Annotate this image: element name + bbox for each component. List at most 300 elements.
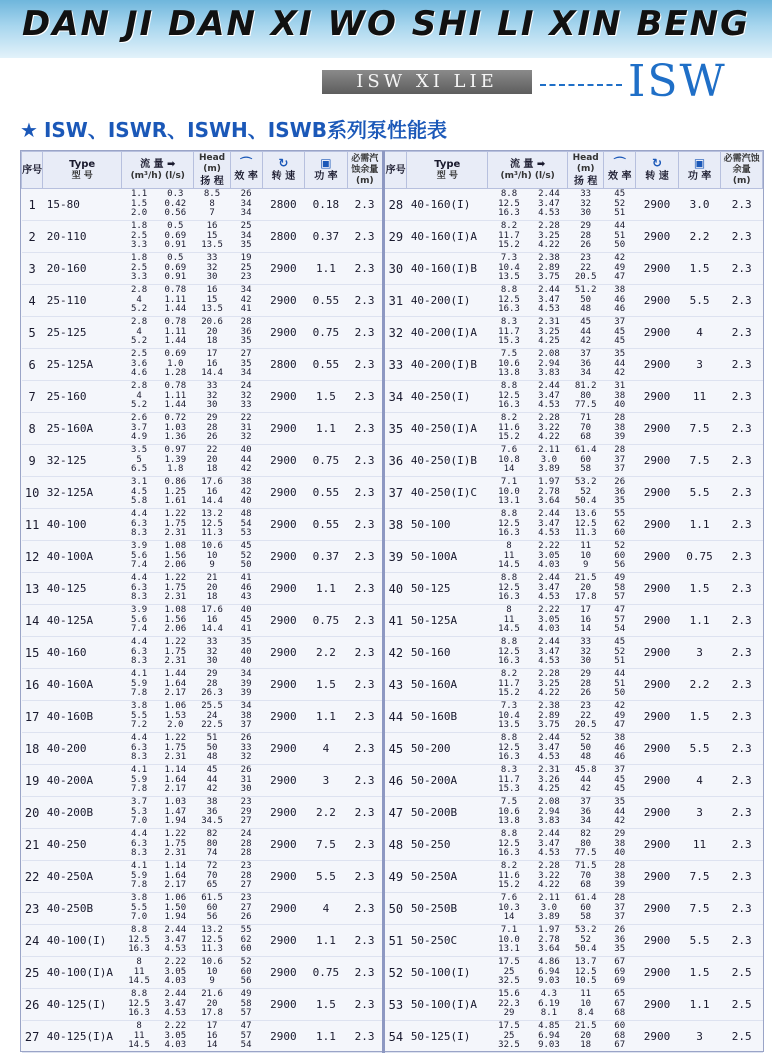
flow-ls-cell-value: 0.56 <box>164 208 187 219</box>
npsh-cell: 2.3 <box>347 477 383 509</box>
flow-ls-cell <box>157 989 194 1021</box>
flow-ls-cell-value: 3.83 <box>538 816 560 827</box>
efficiency-cell-value: 41 <box>240 624 252 635</box>
flow-m3h-cell-value: 10.8 <box>498 454 520 465</box>
efficiency-cell-value: 55 <box>240 925 252 936</box>
model-cell: 50-100(I) <box>407 957 488 989</box>
head-cell-value: 81.2 <box>574 381 597 392</box>
npsh-cell: 2.3 <box>347 413 383 445</box>
flow-m3h-cell <box>122 573 157 605</box>
row-number: 23 <box>22 893 43 925</box>
flow-ls-cell <box>157 509 194 541</box>
flow-m3h-cell-value: 5.2 <box>130 304 148 315</box>
flow-ls-cell-value: 3.47 <box>164 998 187 1009</box>
head-cell-value: 22 <box>580 262 592 273</box>
efficiency-cell-value: 57 <box>614 614 626 625</box>
efficiency-cell-value: 51 <box>614 230 626 241</box>
power-cell: 3 <box>678 797 721 829</box>
model-cell: 40-125 <box>43 573 122 605</box>
flow-ls-cell-value: 4.53 <box>538 400 560 411</box>
head-cell-value: 9 <box>582 560 589 571</box>
flow-ls-cell-value: 3.47 <box>538 742 560 753</box>
flow-ls-cell-value: 2.28 <box>538 669 560 680</box>
efficiency-cell-value: 69 <box>614 976 626 987</box>
flow-ls-cell-value: 2.44 <box>538 573 560 584</box>
efficiency-cell-value: 35 <box>614 496 626 507</box>
flow-m3h-cell <box>122 285 157 317</box>
flow-ls-cell-value: 3.26 <box>538 774 560 785</box>
flow-ls-cell-value: 2.28 <box>538 861 560 872</box>
efficiency-cell-value: 42 <box>240 486 252 497</box>
efficiency-cell-value: 35 <box>240 358 252 369</box>
flow-ls-cell-value: 1.44 <box>164 336 187 347</box>
power-cell: 4 <box>305 733 348 765</box>
head-cell-value: 8 <box>209 198 215 209</box>
flow-m3h-cell-value: 3.1 <box>130 477 148 488</box>
header-efficiency: ⌒ 效 率 <box>230 152 262 189</box>
flow-ls-cell-value: 3.05 <box>538 550 560 561</box>
flow-ls-cell <box>157 765 194 797</box>
motor-icon: ▣ <box>693 156 706 170</box>
flow-ls-cell-value: 1.22 <box>164 637 187 648</box>
row-number: 43 <box>383 669 406 701</box>
speed-cell: 2900 <box>636 541 679 573</box>
efficiency-cell-value: 51 <box>614 678 626 689</box>
model-cell: 32-125A <box>43 477 122 509</box>
row-number: 26 <box>22 989 43 1021</box>
flow-m3h-cell-value: 7.1 <box>500 477 518 488</box>
efficiency-cell-value: 27 <box>240 902 252 913</box>
table-row <box>22 317 763 349</box>
flow-ls-cell-value: 1.39 <box>164 454 187 465</box>
flow-m3h-cell-value: 5.6 <box>130 550 148 561</box>
efficiency-cell-value: 46 <box>614 304 626 315</box>
flow-m3h-cell-value: 8.8 <box>500 189 518 200</box>
flow-m3h-cell-value: 16.3 <box>498 752 520 763</box>
npsh-cell: 2.3 <box>721 509 763 541</box>
head-cell-value: 28 <box>580 230 592 241</box>
table-row <box>22 925 763 957</box>
flow-m3h-cell-value: 2.0 <box>130 208 148 219</box>
head-cell <box>568 445 604 477</box>
model-cell: 40-250(I)B <box>407 445 488 477</box>
flow-ls-cell-value: 0.69 <box>164 349 187 360</box>
flow-ls-cell-value: 1.03 <box>164 797 187 808</box>
flow-m3h-cell <box>488 381 531 413</box>
flow-m3h-cell-value: 4.9 <box>130 432 148 443</box>
flow-ls-cell <box>530 637 567 669</box>
efficiency-cell-value: 47 <box>240 1021 252 1032</box>
flow-m3h-cell <box>488 509 531 541</box>
flow-m3h-cell-value: 5.8 <box>130 496 148 507</box>
efficiency-cell-value: 54 <box>614 624 626 635</box>
flow-ls-cell-value: 2.22 <box>538 605 560 616</box>
head-cell-value: 52 <box>580 733 592 744</box>
npsh-cell: 2.3 <box>721 829 763 861</box>
efficiency-cell-value: 51 <box>614 208 626 219</box>
power-cell: 0.37 <box>305 541 348 573</box>
npsh-cell: 2.3 <box>347 893 383 925</box>
head-cell-value: 44 <box>206 774 218 785</box>
power-cell: 0.55 <box>305 285 348 317</box>
flow-m3h-cell-value: 3.3 <box>130 272 148 283</box>
power-cell: 0.18 <box>305 189 348 221</box>
head-cell-value: 13.2 <box>201 509 223 520</box>
flow-m3h-cell-value: 25 <box>503 966 515 977</box>
efficiency-cell <box>604 925 636 957</box>
head-cell <box>568 733 604 765</box>
head-cell-value: 12.5 <box>201 934 223 945</box>
row-number: 3 <box>22 253 43 285</box>
flow-ls-cell-value: 2.31 <box>164 656 187 667</box>
header-npsh: 必需汽蚀余量 (m) <box>347 152 383 189</box>
flow-m3h-cell <box>122 765 157 797</box>
model-cell: 40-200(I) <box>407 285 488 317</box>
efficiency-cell-value: 27 <box>240 880 252 891</box>
efficiency-cell <box>604 893 636 925</box>
flow-m3h-cell-value: 8 <box>136 1021 142 1032</box>
flow-ls-cell-value: 1.36 <box>164 432 187 443</box>
speed-cell: 2800 <box>262 349 305 381</box>
header-efficiency-2: ⌒ 效 率 <box>604 152 636 189</box>
head-cell-value: 48 <box>206 752 218 763</box>
head-cell-value: 11.3 <box>201 528 223 539</box>
flow-m3h-cell-value: 4 <box>136 294 142 305</box>
model-cell: 40-200(I)B <box>407 349 488 381</box>
efficiency-cell-value: 40 <box>614 400 626 411</box>
flow-ls-cell-value: 3.47 <box>538 646 560 657</box>
flow-m3h-cell-value: 8.8 <box>500 285 518 296</box>
head-cell <box>194 509 230 541</box>
power-cell: 0.37 <box>305 221 348 253</box>
flow-m3h-cell-value: 15.2 <box>498 240 520 251</box>
flow-m3h-cell-value: 7.4 <box>130 560 148 571</box>
npsh-cell: 2.3 <box>347 957 383 989</box>
speed-cell: 2900 <box>636 189 679 221</box>
head-cell <box>568 893 604 925</box>
efficiency-cell <box>230 669 262 701</box>
efficiency-cell-value: 28 <box>614 861 626 872</box>
efficiency-cell-value: 37 <box>614 464 626 475</box>
efficiency-cell-value: 42 <box>614 253 626 264</box>
head-cell-value: 42 <box>580 784 592 795</box>
head-cell-value: 26 <box>580 688 592 699</box>
npsh-cell: 2.3 <box>347 253 383 285</box>
efficiency-cell-value: 60 <box>614 528 626 539</box>
efficiency-cell-value: 24 <box>240 829 252 840</box>
speed-cell: 2900 <box>262 733 305 765</box>
flow-arrow-icon: ➡ <box>167 159 176 170</box>
head-cell-value: 9 <box>209 976 215 987</box>
flow-m3h-cell-value: 4.4 <box>130 637 148 648</box>
power-cell: 7.5 <box>678 893 721 925</box>
row-number: 22 <box>22 861 43 893</box>
row-number: 30 <box>383 253 406 285</box>
efficiency-cell-value: 38 <box>240 477 252 488</box>
efficiency-cell-value: 52 <box>614 198 626 209</box>
flow-ls-cell-value: 1.0 <box>167 358 184 369</box>
flow-m3h-cell-value: 4.1 <box>130 765 148 776</box>
flow-ls-cell <box>530 477 567 509</box>
efficiency-cell-value: 38 <box>614 390 626 401</box>
flow-ls-cell-value: 4.85 <box>538 1021 560 1032</box>
head-cell-value: 24 <box>206 710 218 721</box>
head-cell-value: 32 <box>580 198 592 209</box>
efficiency-cell <box>230 989 262 1021</box>
head-cell-value: 42 <box>206 784 218 795</box>
flow-m3h-cell-value: 3.8 <box>130 701 148 712</box>
model-cell: 50-125A <box>407 605 488 637</box>
model-cell: 50-250 <box>407 829 488 861</box>
head-cell <box>194 637 230 669</box>
flow-ls-cell-value: 2.44 <box>538 285 560 296</box>
flow-ls-cell <box>530 893 567 925</box>
flow-m3h-cell <box>122 1021 157 1053</box>
flow-m3h-cell <box>122 829 157 861</box>
flow-ls-cell-value: 3.47 <box>538 582 560 593</box>
speed-cell: 2900 <box>262 477 305 509</box>
flow-ls-cell-value: 2.11 <box>538 445 560 456</box>
flow-ls-cell-value: 1.64 <box>164 870 187 881</box>
head-cell-value: 80 <box>580 838 592 849</box>
efficiency-cell-value: 49 <box>614 710 626 721</box>
power-cell: 2.2 <box>305 637 348 669</box>
header-power-2: ▣ 功 率 <box>678 152 721 189</box>
flow-m3h-cell-value: 7.4 <box>130 624 148 635</box>
header-npsh-2: 必需汽蚀余量 (m) <box>721 152 763 189</box>
efficiency-cell-value: 37 <box>614 912 626 923</box>
efficiency-cell <box>230 573 262 605</box>
flow-m3h-cell-value: 7.1 <box>500 925 518 936</box>
head-cell <box>194 797 230 829</box>
flow-m3h-cell-value: 2.6 <box>130 413 148 424</box>
head-cell-value: 29 <box>206 413 218 424</box>
head-cell-value: 12.5 <box>201 518 223 529</box>
flow-ls-cell <box>530 701 567 733</box>
efficiency-cell-value: 45 <box>240 541 252 552</box>
efficiency-cell-value: 26 <box>614 925 626 936</box>
flow-m3h-cell-value: 13.8 <box>498 816 520 827</box>
header-head: Head (m) 扬 程 <box>194 152 230 189</box>
flow-m3h-cell-value: 14.5 <box>128 1040 150 1051</box>
flow-m3h-cell-value: 11.7 <box>498 326 520 337</box>
table-row <box>22 957 763 989</box>
flow-m3h-cell-value: 8.3 <box>500 317 518 328</box>
flow-ls-cell <box>157 925 194 957</box>
head-cell-value: 20 <box>206 582 218 593</box>
speed-cell: 2900 <box>636 1021 679 1053</box>
flow-m3h-cell-value: 32.5 <box>498 976 520 987</box>
table-row <box>22 829 763 861</box>
efficiency-cell <box>604 669 636 701</box>
flow-m3h-cell <box>122 317 157 349</box>
flow-m3h-cell-value: 13.1 <box>498 944 520 955</box>
model-cell: 25-110 <box>43 285 122 317</box>
flow-ls-cell <box>530 989 567 1021</box>
flow-ls-cell <box>157 381 194 413</box>
head-cell-value: 80 <box>206 838 218 849</box>
efficiency-cell-value: 34 <box>240 669 252 680</box>
efficiency-cell-value: 37 <box>614 454 626 465</box>
flow-ls-cell-value: 1.22 <box>164 829 187 840</box>
flow-m3h-cell-value: 5.6 <box>130 614 148 625</box>
row-number: 37 <box>383 477 406 509</box>
head-cell <box>568 797 604 829</box>
efficiency-cell-value: 45 <box>614 774 626 785</box>
model-cell: 40-200A <box>43 765 122 797</box>
efficiency-cell-value: 23 <box>240 893 252 904</box>
power-cell: 1.5 <box>678 253 721 285</box>
table-row <box>22 989 763 1021</box>
head-cell <box>194 733 230 765</box>
power-cell: 5.5 <box>678 925 721 957</box>
head-cell-value: 20 <box>206 998 218 1009</box>
head-cell <box>194 989 230 1021</box>
power-cell: 2.2 <box>305 797 348 829</box>
efficiency-cell-value: 36 <box>240 326 252 337</box>
head-cell-value: 20.5 <box>574 272 597 283</box>
power-cell: 4 <box>678 317 721 349</box>
head-cell <box>194 381 230 413</box>
head-cell <box>568 413 604 445</box>
flow-ls-cell-value: 3.05 <box>538 614 560 625</box>
head-cell-value: 10.5 <box>574 976 597 987</box>
flow-ls-cell-value: 1.22 <box>164 733 187 744</box>
flow-ls-cell-value: 2.08 <box>538 797 560 808</box>
flow-ls-cell-value: 2.89 <box>538 262 560 273</box>
head-cell <box>194 1021 230 1053</box>
row-number: 31 <box>383 285 406 317</box>
npsh-cell: 2.3 <box>721 605 763 637</box>
model-cell: 40-160(I)B <box>407 253 488 285</box>
model-cell: 40-160B <box>43 701 122 733</box>
flow-ls-cell <box>530 765 567 797</box>
head-cell-value: 32 <box>206 646 218 657</box>
flow-ls-cell-value: 1.06 <box>164 893 187 904</box>
efficiency-cell-value: 45 <box>614 326 626 337</box>
model-cell: 25-160A <box>43 413 122 445</box>
head-cell <box>194 829 230 861</box>
head-cell <box>194 221 230 253</box>
flow-m3h-cell-value: 10.4 <box>498 710 520 721</box>
row-number: 2 <box>22 221 43 253</box>
power-cell: 1.1 <box>305 1021 348 1053</box>
flow-ls-cell-value: 3.47 <box>538 198 560 209</box>
model-cell: 40-250 <box>43 829 122 861</box>
flow-ls-cell-value: 0.5 <box>167 253 184 264</box>
flow-m3h-cell-value: 8.8 <box>130 925 148 936</box>
speed-cell: 2900 <box>262 381 305 413</box>
npsh-cell: 2.3 <box>721 797 763 829</box>
npsh-cell: 2.3 <box>721 381 763 413</box>
row-number: 21 <box>22 829 43 861</box>
flow-ls-cell-value: 1.14 <box>164 765 187 776</box>
row-number: 27 <box>22 1021 43 1053</box>
flow-ls-cell <box>530 253 567 285</box>
flow-ls-cell-value: 1.44 <box>164 304 187 315</box>
head-cell <box>568 925 604 957</box>
efficiency-cell-value: 30 <box>240 784 252 795</box>
flow-ls-cell <box>157 893 194 925</box>
head-cell-value: 13.5 <box>201 304 223 315</box>
efficiency-cell-value: 57 <box>614 592 626 603</box>
flow-ls-cell-value: 4.22 <box>538 240 560 251</box>
table-row <box>22 637 763 669</box>
head-cell <box>568 317 604 349</box>
power-cell: 0.75 <box>678 541 721 573</box>
flow-ls-cell-value: 2.22 <box>538 541 560 552</box>
head-cell <box>568 253 604 285</box>
efficiency-cell-value: 40 <box>240 605 252 616</box>
head-cell-value: 71.5 <box>574 861 597 872</box>
efficiency-cell <box>230 413 262 445</box>
flow-m3h-cell-value: 1.8 <box>130 253 148 264</box>
flow-m3h-cell-value: 7.8 <box>130 880 148 891</box>
flow-ls-cell <box>157 637 194 669</box>
head-cell-value: 52 <box>580 486 592 497</box>
efficiency-cell-value: 34 <box>240 208 252 219</box>
flow-ls-cell-value: 4.25 <box>538 784 560 795</box>
head-cell-value: 25.5 <box>201 701 223 712</box>
flow-ls-cell <box>530 573 567 605</box>
head-cell-value: 58 <box>580 464 592 475</box>
head-cell-value: 74 <box>206 848 218 859</box>
flow-m3h-cell-value: 14 <box>503 912 515 923</box>
flow-ls-cell-value: 1.94 <box>164 912 187 923</box>
model-cell: 50-160A <box>407 669 488 701</box>
flow-m3h-cell-value: 15.3 <box>498 336 520 347</box>
flow-m3h-cell <box>488 317 531 349</box>
head-cell-value: 21 <box>206 573 218 584</box>
flow-m3h-cell-value: 17.5 <box>498 1021 520 1032</box>
flow-m3h-cell-value: 4.6 <box>130 368 148 379</box>
flow-m3h-cell <box>122 989 157 1021</box>
row-number: 51 <box>383 925 406 957</box>
flow-ls-cell <box>157 733 194 765</box>
row-number: 41 <box>383 605 406 637</box>
efficiency-cell <box>604 445 636 477</box>
flow-m3h-cell-value: 3.6 <box>130 358 148 369</box>
flow-m3h-cell-value: 3.5 <box>130 445 148 456</box>
flow-m3h-cell-value: 25 <box>503 1030 515 1041</box>
flow-ls-cell-value: 2.31 <box>164 848 187 859</box>
flow-ls-cell <box>530 221 567 253</box>
head-cell-value: 29 <box>580 669 592 680</box>
model-cell: 40-200(I)A <box>407 317 488 349</box>
flow-m3h-cell <box>488 477 531 509</box>
head-cell-value: 42 <box>580 336 592 347</box>
flow-ls-cell-value: 2.17 <box>164 784 187 795</box>
efficiency-cell-value: 58 <box>240 998 252 1009</box>
row-number: 45 <box>383 733 406 765</box>
flow-ls-cell-value: 0.3 <box>167 189 184 200</box>
efficiency-cell-value: 62 <box>240 934 252 945</box>
flow-ls-cell <box>530 285 567 317</box>
head-cell-value: 50.4 <box>574 944 597 955</box>
head-cell-value: 70 <box>580 422 592 433</box>
flow-m3h-cell <box>122 733 157 765</box>
head-cell-value: 22 <box>580 710 592 721</box>
efficiency-cell-value: 57 <box>240 1030 252 1041</box>
flow-m3h-cell <box>488 765 531 797</box>
npsh-cell: 2.3 <box>721 221 763 253</box>
table-row <box>22 797 763 829</box>
speed-cell: 2900 <box>262 701 305 733</box>
head-cell-value: 16 <box>206 358 218 369</box>
flow-ls-cell-value: 9.03 <box>538 976 560 987</box>
efficiency-cell-value: 34 <box>240 198 252 209</box>
row-number: 6 <box>22 349 43 381</box>
